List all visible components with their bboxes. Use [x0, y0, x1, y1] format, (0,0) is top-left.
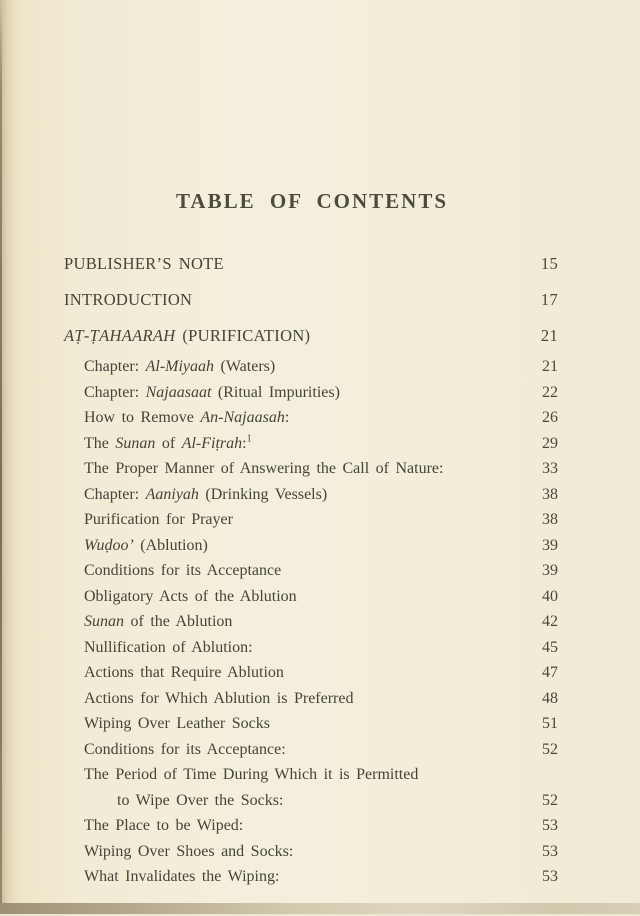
toc-entry-title: Actions that Require Ablution — [84, 664, 284, 681]
toc-entry — [64, 380, 558, 406]
toc-entry-title: Sunan of the Ablution — [84, 613, 233, 630]
page-left-edge-shadow — [0, 0, 16, 916]
page-title: TABLE OF CONTENTS — [175, 189, 449, 213]
toc-entry-title: Wuḍoo’ (Ablution) — [84, 536, 208, 554]
toc-entry-title: The Place to be Wiped: — [84, 817, 244, 834]
toc-entry-title: Chapter: Najaasaat (Ritual Impurities) — [84, 383, 340, 401]
toc-entry-page-number: 42 — [542, 613, 558, 630]
toc-entry-page-number: 53 — [542, 817, 558, 834]
toc-entry-page-number: 17 — [540, 290, 558, 309]
toc-entry-page-number: 52 — [542, 791, 558, 809]
toc-entry-title: INTRODUCTION — [64, 290, 193, 309]
toc-entry — [64, 533, 558, 559]
toc-entry — [64, 686, 558, 712]
toc-entry — [64, 635, 558, 661]
toc-entry-title: What Invalidates the Wiping: — [84, 868, 280, 885]
toc-entry-page-number: 52 — [542, 740, 558, 758]
toc-entry-page-number: 33 — [542, 460, 558, 477]
toc-entry-title: The Sunan of Al-Fiṭrah:$^1$ — [84, 433, 252, 452]
toc-entry — [64, 839, 558, 865]
toc-entry — [64, 287, 558, 313]
toc-entry — [64, 762, 558, 813]
toc-entry-page-number: 40 — [542, 587, 558, 605]
toc-entry-title: The Proper Manner of Answering the Call of Nature: — [84, 460, 444, 477]
toc-entry — [64, 456, 558, 482]
toc-entry — [64, 354, 558, 380]
toc-entry-page-number: 39 — [542, 536, 558, 554]
toc-entry — [64, 251, 558, 277]
toc-entry — [64, 558, 558, 584]
toc-entry — [64, 711, 558, 737]
toc-entry-title: Wiping Over Shoes and Socks: — [84, 842, 294, 860]
toc-entry-page-number: 48 — [542, 689, 558, 707]
toc-entry — [64, 405, 558, 431]
toc-entry-title: The Period of Time During Which it is Permitted to Wipe Over the Socks: — [84, 766, 419, 809]
toc-entry-page-number: 38 — [542, 485, 558, 503]
toc-entry-page-number: 22 — [542, 383, 558, 401]
toc-entry-title: Conditions for its Acceptance — [84, 562, 282, 579]
toc-entry-title: Obligatory Acts of the Ablution — [84, 587, 297, 605]
page-bottom-edge-shadow — [0, 903, 640, 914]
toc-entry — [64, 813, 558, 839]
toc-entry-page-number: 29 — [542, 434, 558, 452]
toc-entry-title: Actions for Which Ablution is Preferred — [84, 689, 354, 707]
toc-entry — [64, 482, 558, 508]
toc-entry-page-number: 26 — [542, 409, 558, 426]
toc-entry-page-number: 39 — [542, 562, 558, 579]
toc-entry-title: Nullification of Ablution: — [84, 638, 253, 656]
toc-entry — [64, 584, 558, 610]
toc-entry-title: Wiping Over Leather Socks — [84, 715, 270, 732]
toc-entry-page-number: 53 — [542, 868, 558, 885]
toc-entry-title: Chapter: Aaniyah (Drinking Vessels) — [84, 485, 328, 503]
toc-entry-title: Conditions for its Acceptance: — [84, 740, 286, 758]
toc-entry — [64, 431, 558, 457]
toc-entry-title: How to Remove An-Najaasah: — [84, 409, 290, 426]
toc-entry — [64, 737, 558, 763]
toc-entry-title: Chapter: Al-Miyaah (Waters) — [84, 358, 276, 375]
toc-entry-page-number: 15 — [540, 254, 558, 273]
toc-entry — [64, 864, 558, 890]
toc-entry-page-number: 21 — [540, 326, 558, 345]
toc-entry-page-number: 47 — [542, 664, 558, 681]
toc-entry-page-number: 51 — [542, 715, 558, 732]
toc-entry-title: Purification for Prayer — [84, 511, 233, 528]
toc-entry-page-number: 45 — [542, 638, 558, 656]
page-left-edge-line — [0, 0, 2, 916]
toc-entry — [64, 609, 558, 635]
toc-entry — [64, 660, 558, 686]
toc-entry-page-number: 53 — [542, 842, 558, 860]
toc-entry-title: PUBLISHER’S NOTE — [64, 254, 224, 273]
toc-entry-page-number: 38 — [542, 511, 558, 528]
table-of-contents — [64, 251, 558, 890]
toc-entry-title: AṬ-ṬAHAARAH (PURIFICATION) — [64, 326, 311, 345]
toc-entry — [64, 507, 558, 533]
toc-entry-page-number: 21 — [542, 358, 558, 375]
toc-entry — [64, 323, 558, 349]
